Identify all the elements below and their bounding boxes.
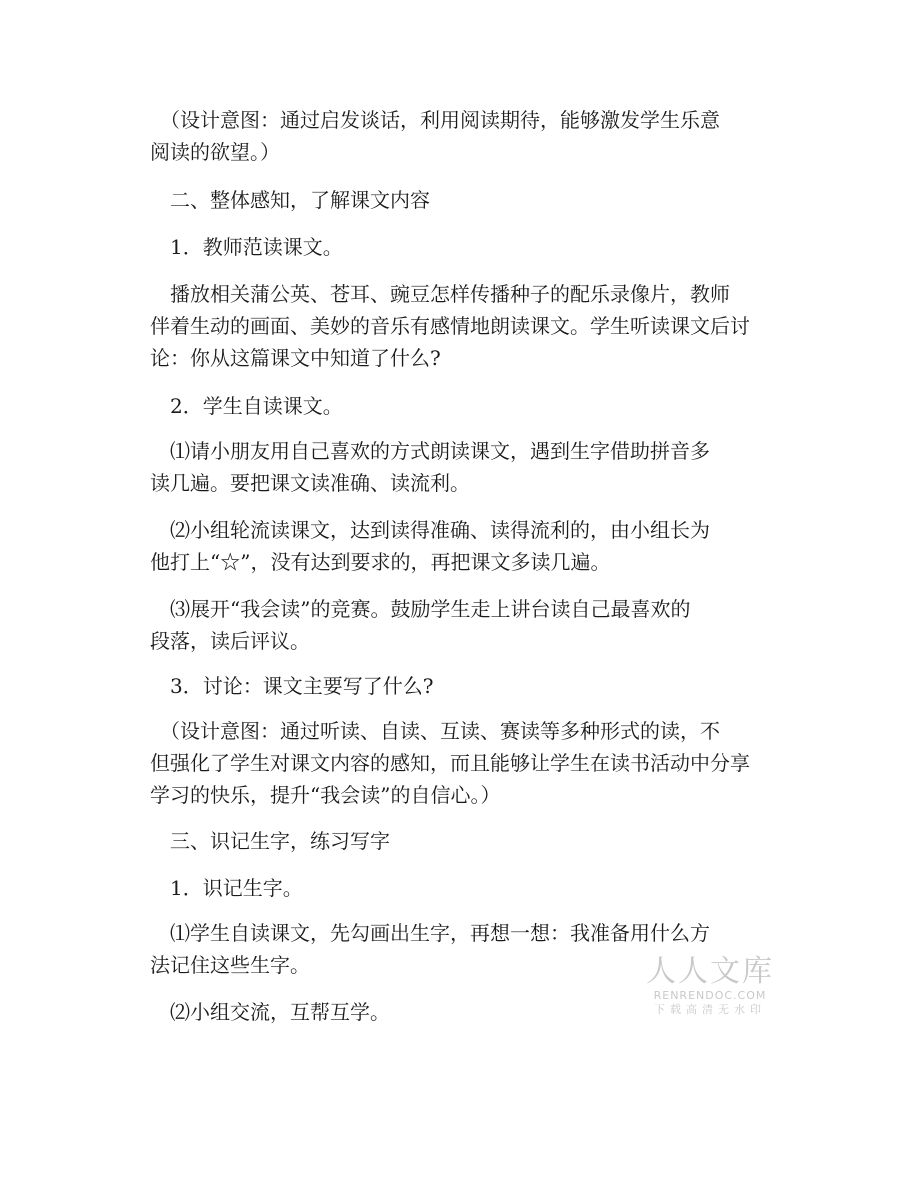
watermark [645,955,775,1017]
watermark-subtitle: 下载高清无水印 [654,1003,766,1016]
text-line: ⑴请小朋友用自己喜欢的方式朗读课文，遇到生字借助拼音多 [150,439,710,463]
paragraph-step-2 [150,390,780,422]
paragraph-item-3 [150,593,780,657]
paragraph-step-3 [150,670,780,702]
text-line: 1．教师范读课文。 [150,235,343,259]
text-line: 伴着生动的画面、美妙的音乐有感情地朗读课文。学生听读课文后讨 [150,314,750,338]
text-line: 2．学生自读课文。 [150,394,343,418]
text-line: 阅读的欲望。） [150,140,280,164]
text-line: 3．讨论：课文主要写了什么? [150,674,434,698]
text-line: 论：你从这篇课文中知道了什么? [150,346,441,370]
paragraph-item-1 [150,435,780,499]
text-line: 段落，读后评议。 [150,629,310,653]
paragraph-step-1 [150,231,780,263]
text-line: 1．识记生字。 [150,876,303,900]
text-line: （设计意图：通过听读、自读、互读、赛读等多种形式的读，不 [150,719,720,743]
paragraph-step-1b [150,872,780,904]
text-line: 播放相关蒲公英、苍耳、豌豆怎样传播种子的配乐录像片，教师 [150,282,730,306]
text-line: 二、整体感知，了解课文内容 [150,188,430,212]
paragraph-video-reading [150,278,780,374]
text-line: 法记住这些生字。 [150,953,310,977]
paragraph-design-intent-2 [150,715,780,811]
text-line: 三、识记生字，练习写字 [150,829,390,853]
text-line: 学习的快乐，提升“我会读”的自信心。） [150,783,501,807]
text-line: 他打上“☆”，没有达到要求的，再把课文多读几遍。 [150,550,611,574]
text-line: ⑶展开“我会读”的竞赛。鼓励学生走上讲台读自己最喜欢的 [150,597,691,621]
section-heading-2 [150,184,780,216]
paragraph-design-intent-1 [150,104,780,168]
watermark-title: 人人文库 [646,954,774,989]
text-line: 但强化了学生对课文内容的感知，而且能够让学生在读书活动中分享 [150,751,750,775]
text-line: 读几遍。要把课文读准确、读流利。 [150,471,470,495]
section-heading-3 [150,825,780,857]
text-line: ⑴学生自读课文，先勾画出生字，再想一想：我准备用什么方 [150,921,710,945]
watermark-url: RENRENDOC.COM [653,989,767,1002]
text-line: ⑵小组轮流读课文，达到读得准确、读得流利的，由小组长为 [150,518,710,542]
text-line: ⑵小组交流，互帮互学。 [150,1000,390,1024]
paragraph-item-2 [150,514,780,578]
text-line: （设计意图：通过启发谈话，利用阅读期待，能够激发学生乐意 [150,108,720,132]
